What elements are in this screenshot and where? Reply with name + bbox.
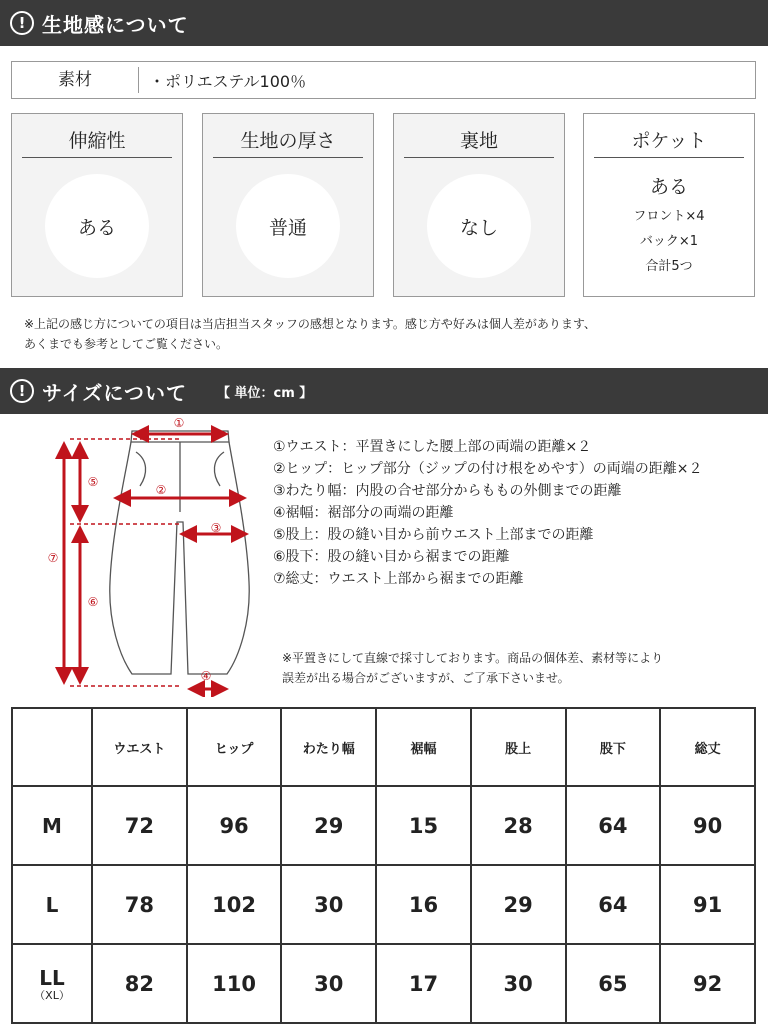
header-blank: [12, 708, 92, 786]
cell: 96: [187, 786, 282, 865]
legend-item: ⑤股上：股の縫い目から前ウエスト上部までの距離: [273, 527, 594, 543]
mark-3: ③: [210, 521, 222, 535]
fabric-note-line: あくまでも参考としてご覧ください。: [24, 337, 229, 351]
header-length: 総丈: [660, 708, 755, 786]
size-name: LL: [39, 965, 65, 990]
cell: 78: [92, 865, 187, 944]
cell: 30: [281, 944, 376, 1023]
cell: 82: [92, 944, 187, 1023]
stretch-card: [11, 113, 183, 297]
mark-6: ⑥: [87, 595, 99, 609]
measurement-note: [282, 648, 762, 688]
size-section-header: [0, 368, 768, 414]
thickness-card: [202, 113, 374, 297]
pocket-detail-front: フロント×4: [633, 209, 705, 224]
card-title: 生地の厚さ: [240, 130, 336, 152]
legend-item: ②ヒップ：ヒップ部分（ジップの付け根をめやす）の両端の距離×２: [273, 461, 703, 477]
pocket-detail-back: バック×1: [639, 234, 699, 249]
measurement-legend: [273, 436, 763, 590]
legend-item: ①ウエスト：平置きにした腰上部の両端の距離×２: [273, 439, 592, 455]
measurement-note-line: 誤差が出る場合がございますが、ご了承下さいませ。: [282, 671, 570, 685]
mark-4: ④: [200, 669, 212, 683]
size-name: M: [42, 813, 62, 838]
cell: 91: [660, 865, 755, 944]
cell: 17: [376, 944, 471, 1023]
measurement-note-line: ※平置きにして直線で採寸しております。商品の個体差、素材等により: [282, 651, 664, 665]
legend-item: ③わたり幅：内股の合せ部分からももの外側までの距離: [273, 483, 622, 499]
fabric-section-header: [0, 0, 768, 46]
lining-card: [393, 113, 565, 297]
cell: 90: [660, 786, 755, 865]
fabric-note-line: ※上記の感じ方についての項目は当店担当スタッフの感想となります。感じ方や好みは個人差があります、: [24, 317, 596, 331]
material-label: 素材: [12, 67, 139, 93]
cell: 30: [471, 944, 566, 1023]
cell: 65: [566, 944, 661, 1023]
fabric-section-title: 生地感について: [42, 12, 189, 37]
header-waist: ウエスト: [92, 708, 187, 786]
size-section-title: サイズについて: [42, 380, 187, 405]
pocket-card: [583, 113, 755, 297]
cell: 28: [471, 786, 566, 865]
header-hem: 裾幅: [376, 708, 471, 786]
size-name: L: [45, 892, 59, 917]
cell: 29: [471, 865, 566, 944]
cell: 64: [566, 786, 661, 865]
cell: 64: [566, 865, 661, 944]
cell: 110: [187, 944, 282, 1023]
legend-item: ⑥股下：股の縫い目から裾までの距離: [273, 549, 510, 565]
legend-item: ⑦総丈：ウエスト上部から裾までの距離: [273, 571, 524, 587]
exclamation-icon: !: [10, 379, 34, 403]
table-header-row: [12, 708, 755, 786]
card-value: 普通: [236, 174, 340, 278]
size-table: [11, 707, 756, 1024]
header-hip: ヒップ: [187, 708, 282, 786]
legend-item: ④裾幅：裾部分の両端の距離: [273, 505, 454, 521]
mark-1: ①: [173, 416, 185, 430]
card-title: ポケット: [631, 130, 707, 152]
card-value: ある: [45, 174, 149, 278]
mark-5: ⑤: [87, 475, 99, 489]
table-row: [12, 944, 755, 1023]
card-title: 伸縮性: [68, 130, 126, 152]
cell: 72: [92, 786, 187, 865]
card-divider: [213, 157, 363, 158]
cell: 16: [376, 865, 471, 944]
mark-2: ②: [155, 483, 167, 497]
table-row: [12, 865, 755, 944]
pocket-detail-total: 合計5つ: [645, 259, 693, 274]
exclamation-icon: !: [10, 11, 34, 35]
cell: 29: [281, 786, 376, 865]
material-value: ・ポリエステル100％: [149, 71, 307, 91]
material-row: [11, 61, 756, 99]
pants-outline: [110, 431, 249, 674]
size-label: [12, 865, 92, 944]
card-divider: [404, 157, 554, 158]
cell: 30: [281, 865, 376, 944]
size-label: [12, 786, 92, 865]
mark-7: ⑦: [47, 551, 59, 565]
fabric-note: [24, 314, 744, 354]
cell: 15: [376, 786, 471, 865]
pants-diagram: [40, 412, 270, 697]
card-title: 裏地: [459, 130, 498, 152]
card-divider: [594, 157, 744, 158]
cell: 92: [660, 944, 755, 1023]
size-alt-name: （XL）: [34, 988, 70, 1002]
unit-label: 【 単位：cm 】: [217, 385, 313, 401]
table-row: [12, 786, 755, 865]
card-divider: [22, 157, 172, 158]
pocket-value: ある: [649, 176, 688, 198]
card-value: なし: [427, 174, 531, 278]
size-label: [12, 944, 92, 1023]
header-thigh: わたり幅: [281, 708, 376, 786]
header-inseam: 股下: [566, 708, 661, 786]
header-rise: 股上: [471, 708, 566, 786]
cell: 102: [187, 865, 282, 944]
